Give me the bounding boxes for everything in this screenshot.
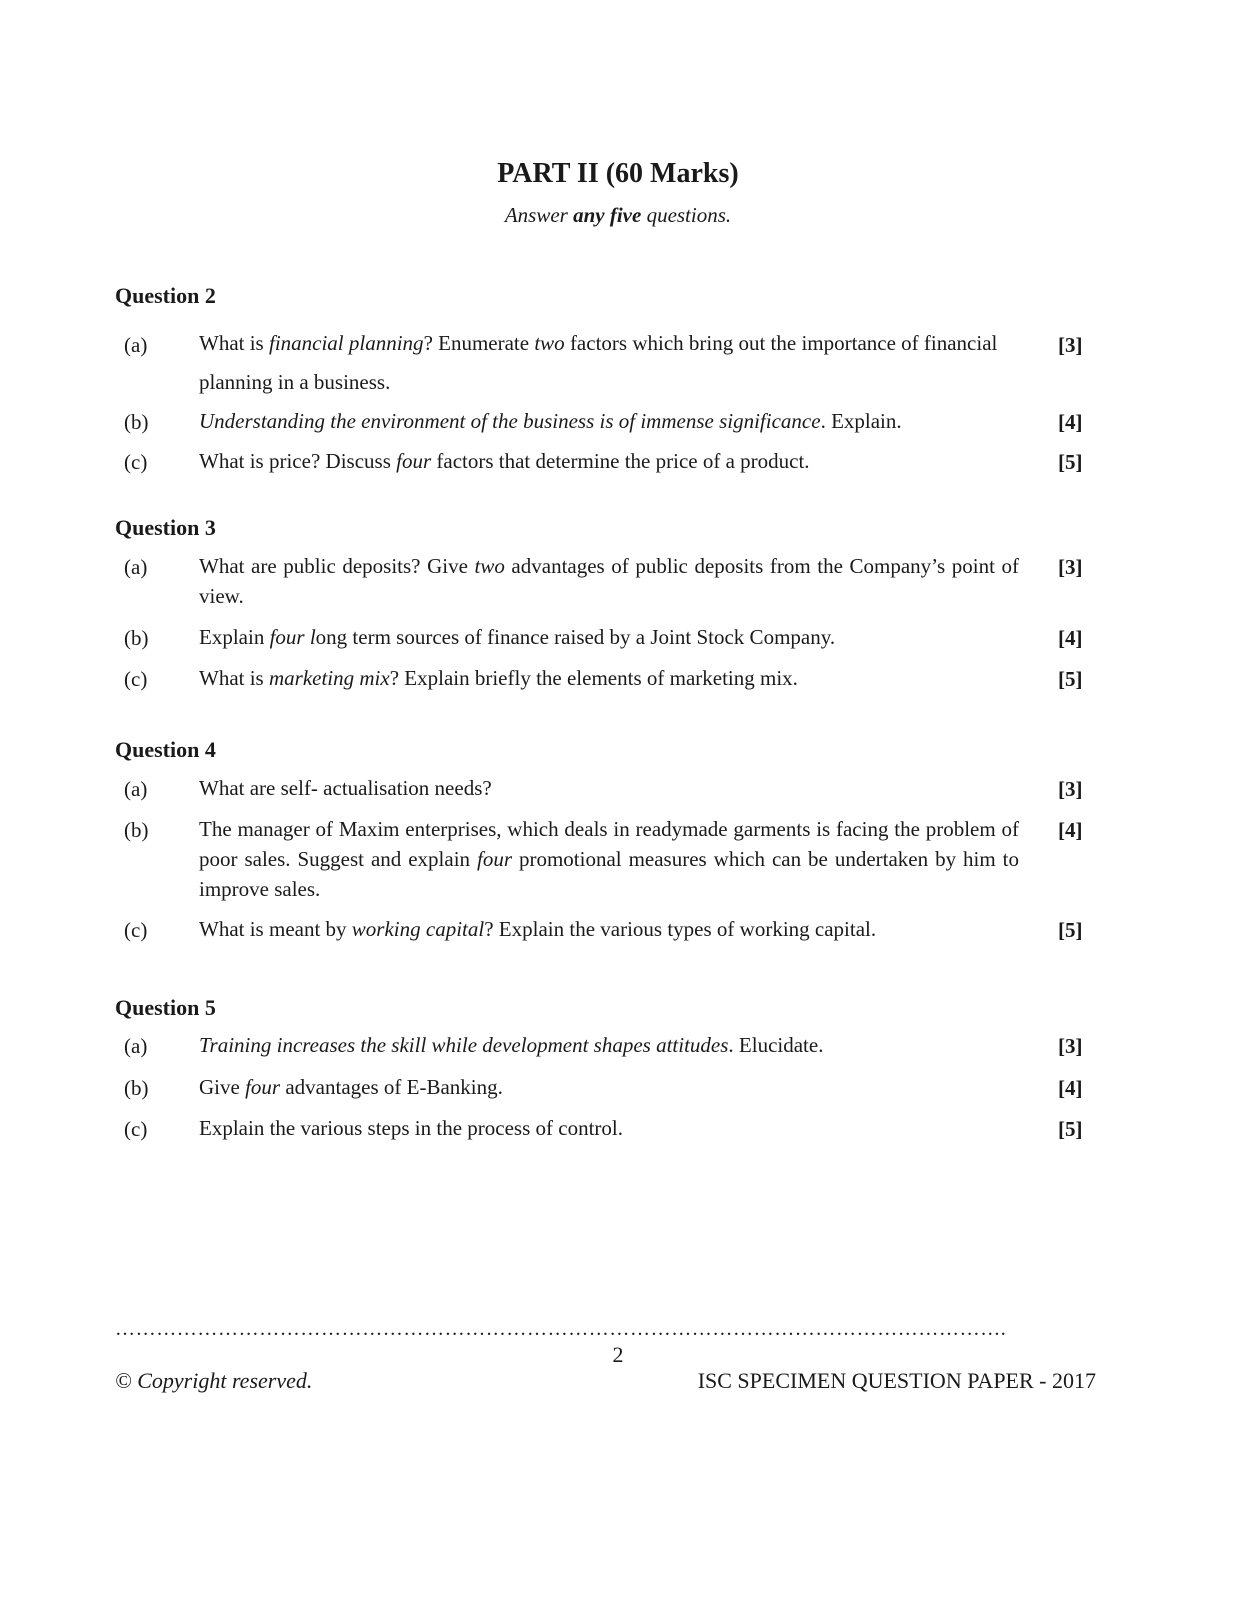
- question-heading: Question 2: [115, 283, 216, 308]
- marks-badge: [4]: [1058, 626, 1083, 650]
- part-text: [199, 1072, 1019, 1102]
- part-letter: (b): [124, 410, 149, 434]
- emphasis-text: Training increases the skill while development shapes attitudes: [199, 1033, 729, 1057]
- part-letter: (a): [124, 555, 148, 579]
- part-letter: (c): [124, 667, 148, 691]
- copyright-notice: © Copyright reserved.: [115, 1368, 313, 1393]
- marks-badge: [4]: [1058, 1076, 1083, 1100]
- question-heading: Question 3: [115, 515, 216, 540]
- question-text: What are public deposits? Give: [199, 554, 475, 578]
- emphasis-text: marketing mix: [268, 666, 390, 690]
- question-heading: Question 4: [115, 737, 216, 762]
- part-text: [199, 324, 1019, 402]
- marks-badge: [5]: [1058, 450, 1083, 474]
- instruction: [0, 203, 1236, 228]
- part-text: [199, 406, 1019, 436]
- emphasis-text: four: [477, 847, 513, 871]
- question-text: ? Enumerate: [423, 331, 535, 355]
- question-text: Give: [199, 1075, 246, 1099]
- question-text: What is: [199, 666, 269, 690]
- emphasis-text: four: [245, 1075, 281, 1099]
- page-number: 2: [612, 1342, 624, 1367]
- part-letter: (b): [124, 626, 149, 650]
- emphasis-text: four: [396, 449, 432, 473]
- question-text: . Explain.: [820, 409, 902, 433]
- question-text: ? Explain the various types of working capital.: [484, 917, 877, 941]
- instruction-emphasis: any five: [573, 203, 642, 227]
- part-text: [199, 773, 1019, 803]
- question-text: ong term sources of finance raised by a Joint Stock Company.: [315, 625, 836, 649]
- emphasis-text: two: [534, 331, 565, 355]
- part-text: [199, 1030, 1019, 1060]
- emphasis-text: two: [474, 554, 505, 578]
- footer-divider: ………………………………………………………………………………………………………………….: [115, 1318, 1007, 1340]
- question-text: . Elucidate.: [728, 1033, 824, 1057]
- marks-badge: [4]: [1058, 818, 1083, 842]
- question-text: Explain the various steps in the process of control.: [199, 1116, 623, 1140]
- question-text: factors which bring out the importance of financial planning in a business.: [199, 331, 998, 394]
- question-text: What is price? Discuss: [199, 449, 397, 473]
- marks-badge: [3]: [1058, 555, 1083, 579]
- question-text: Explain: [199, 625, 270, 649]
- marks-badge: [3]: [1058, 777, 1083, 801]
- emphasis-text: Understanding the environment of the business is of immense significance: [199, 409, 821, 433]
- marks-badge: [5]: [1058, 918, 1083, 942]
- part-text: [199, 551, 1019, 611]
- part-letter: (a): [124, 777, 148, 801]
- part-text: [199, 622, 1019, 652]
- marks-badge: [5]: [1058, 1117, 1083, 1141]
- instruction-prefix: Answer: [504, 203, 568, 227]
- question-heading: Question 5: [115, 995, 216, 1020]
- question-text: factors that determine the price of a product.: [431, 449, 810, 473]
- marks-badge: [5]: [1058, 667, 1083, 691]
- page-title: PART II (60 Marks): [497, 158, 739, 189]
- question-text: advantages of E-Banking.: [280, 1075, 503, 1099]
- marks-badge: [3]: [1058, 1034, 1083, 1058]
- part-text: [199, 446, 1019, 476]
- part-text: [199, 914, 1019, 944]
- instruction-suffix: questions.: [646, 203, 732, 227]
- emphasis-text: financial planning: [268, 331, 424, 355]
- question-text: What are self- actualisation needs?: [199, 776, 492, 800]
- question-text: The manager of Maxim enterprises, which deals in readymade garments is facing the problem of poor sales. Suggest and explain: [199, 817, 1019, 871]
- part-text: [199, 1113, 1019, 1143]
- question-text: ? Explain briefly the elements of marketing mix.: [389, 666, 798, 690]
- part-text: [199, 663, 1019, 693]
- paper-name: ISC SPECIMEN QUESTION PAPER - 2017: [697, 1368, 1096, 1393]
- part-letter: (a): [124, 1034, 148, 1058]
- marks-badge: [3]: [1058, 333, 1083, 357]
- question-text: promotional measures which can be undertaken by him to improve sales.: [199, 847, 1019, 901]
- part-letter: (b): [124, 1076, 149, 1100]
- emphasis-text: working capital: [351, 917, 485, 941]
- part-letter: (b): [124, 818, 149, 842]
- part-letter: (c): [124, 918, 148, 942]
- emphasis-text: four l: [269, 625, 316, 649]
- part-letter: (c): [124, 1117, 148, 1141]
- part-letter: (c): [124, 450, 148, 474]
- question-text: What is: [199, 331, 269, 355]
- question-text: advantages of public deposits from the Company’s point of view.: [199, 554, 1020, 608]
- question-text: What is meant by: [199, 917, 352, 941]
- part-letter: (a): [124, 333, 148, 357]
- marks-badge: [4]: [1058, 410, 1083, 434]
- part-text: [199, 814, 1019, 904]
